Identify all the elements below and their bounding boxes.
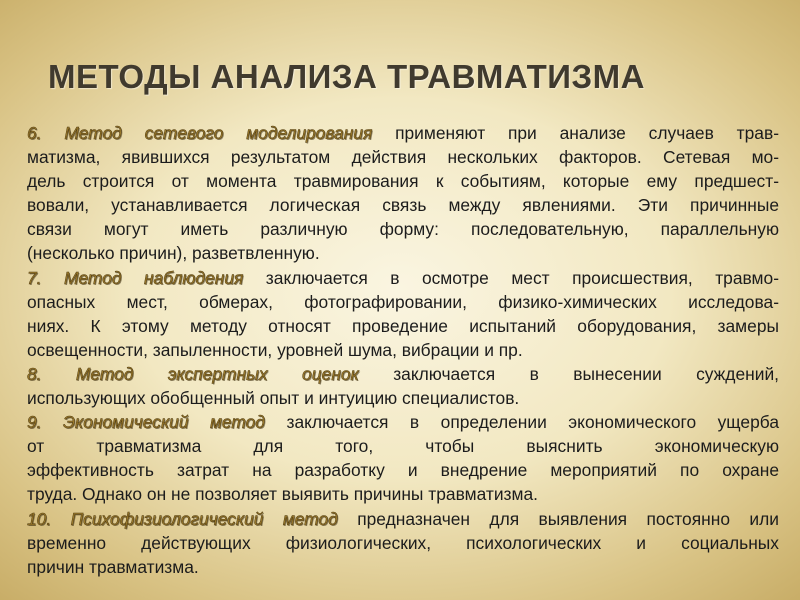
line-text: связи могут иметь различную форму: последовательную, параллельную <box>27 219 779 240</box>
paragraph-line <box>27 531 779 555</box>
paragraph-line <box>27 338 779 362</box>
line-text: труда. Однако он не позволяет выявить причины травматизма. <box>27 484 538 505</box>
line-text: заключается в осмотре мест происшествия, травмо- <box>243 267 779 288</box>
line-text: эффективность затрат на разработку и внедрение мероприятий по охране <box>27 460 779 481</box>
method-paragraph <box>27 121 779 266</box>
line-text: опасных мест, обмерах, фотографировании, физико-химических исследова- <box>27 291 779 312</box>
method-paragraph <box>27 507 779 579</box>
method-term: 7. Метод наблюдения <box>27 267 244 288</box>
line-text: причин травматизма. <box>27 556 199 577</box>
line-text: предназначен для выявления постоянно или <box>337 508 780 529</box>
method-term: 6. Метод сетевого моделирования <box>27 123 373 143</box>
line-text: от травматизма для того, чтобы выяснить экономическую <box>27 436 779 457</box>
line-text: применяют при анализе случаев трав- <box>372 123 779 143</box>
paragraph-line <box>27 290 779 314</box>
line-text: (несколько причин), разветвленную. <box>27 243 320 264</box>
paragraph-line <box>27 434 779 458</box>
method-paragraph <box>27 362 779 410</box>
paragraph-line <box>27 458 779 482</box>
paragraph-line <box>27 555 779 579</box>
paragraph-line <box>27 169 779 193</box>
method-term: 9. Экономический метод <box>27 412 265 433</box>
paragraph-line <box>27 217 779 241</box>
paragraph-line <box>27 482 779 506</box>
method-paragraph <box>27 410 779 506</box>
line-text: матизма, явившихся результатом действия нескольких факторов. Сетевая мо- <box>27 147 779 168</box>
paragraph-line <box>27 362 779 386</box>
line-text: дель строится от момента травмирования к событиям, которые ему предшест- <box>27 171 779 192</box>
line-text: вовали, устанавливается логическая связь между явлениями. Эти причинные <box>27 195 779 216</box>
line-text: использующих обобщенный опыт и интуицию специалистов. <box>27 388 520 409</box>
line-text: временно действующих физиологических, психологических и социальных <box>27 532 779 553</box>
paragraph-line <box>27 314 779 338</box>
line-text: заключается в определении экономического ущерба <box>264 412 779 433</box>
method-term: 8. Метод экспертных оценок <box>27 363 359 384</box>
paragraph-line <box>27 145 779 169</box>
line-text: заключается в вынесении суждений, <box>358 363 779 384</box>
line-text: освещенности, запыленности, уровней шума, вибрации и пр. <box>27 339 523 360</box>
line-text: ниях. К этому методу относят проведение испытаний оборудования, замеры <box>27 315 779 336</box>
method-paragraph <box>27 266 779 362</box>
paragraph-line <box>27 193 779 217</box>
body-text <box>27 121 779 579</box>
method-term: 10. Психофизиологический метод <box>27 508 338 529</box>
paragraph-line <box>27 507 779 531</box>
paragraph-line <box>27 410 779 434</box>
paragraph-line <box>27 121 779 145</box>
paragraph-line <box>27 241 779 265</box>
paragraph-line <box>27 386 779 410</box>
slide-title: МЕТОДЫ АНАЛИЗА ТРАВМАТИЗМА <box>48 58 645 95</box>
paragraph-line <box>27 266 779 290</box>
